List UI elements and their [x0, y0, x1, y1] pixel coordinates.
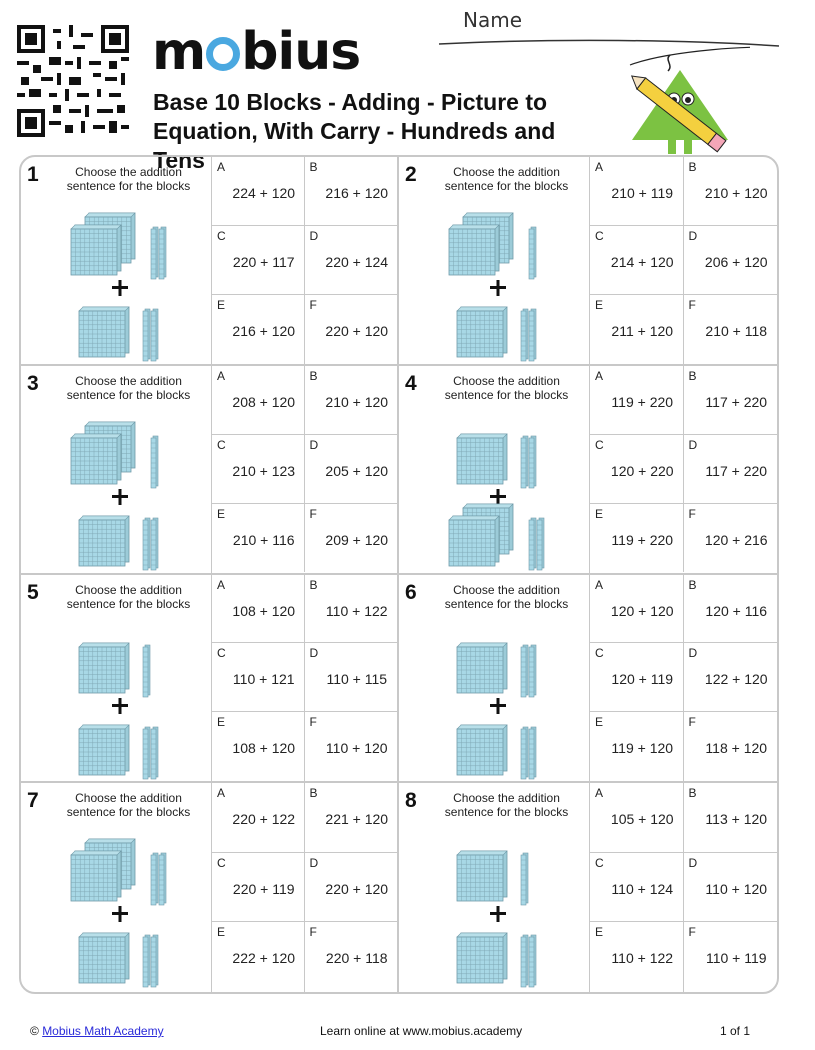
plus-icon	[112, 489, 128, 505]
option-equation: 119 + 120	[611, 740, 674, 757]
option-letter: E	[217, 715, 226, 730]
question-picture-panel	[21, 783, 212, 992]
answer-options	[590, 157, 777, 364]
option-equation: 110 + 120	[325, 740, 388, 757]
page-number: 1 of 1	[720, 1024, 751, 1038]
option-letter: D	[688, 646, 698, 661]
answer-option-a[interactable]	[212, 157, 305, 226]
option-equation: 110 + 124	[611, 880, 674, 897]
option-letter: B	[309, 577, 318, 592]
option-equation: 110 + 115	[326, 671, 388, 688]
option-letter: F	[309, 715, 317, 730]
option-letter: C	[595, 228, 604, 243]
option-letter: A	[217, 160, 226, 174]
plus-icon	[490, 489, 506, 505]
answer-option-f[interactable]	[305, 712, 398, 781]
question-number: 7	[27, 789, 39, 813]
answer-option-a[interactable]	[590, 157, 684, 226]
question-picture-panel	[21, 366, 212, 573]
answer-option-c[interactable]	[212, 853, 305, 923]
answer-option-d[interactable]	[305, 435, 398, 504]
option-equation: 110 + 119	[705, 950, 767, 967]
plus-icon	[112, 280, 128, 296]
option-equation: 120 + 120	[610, 602, 674, 619]
option-equation: 220 + 120	[325, 322, 389, 339]
option-equation: 110 + 121	[232, 671, 295, 688]
option-equation: 222 + 120	[232, 950, 296, 967]
question-2	[399, 157, 777, 366]
option-equation: 210 + 116	[232, 531, 295, 548]
option-letter: E	[595, 506, 604, 521]
option-equation: 119 + 220	[611, 531, 674, 548]
option-equation: 210 + 119	[611, 185, 674, 201]
answer-option-e[interactable]	[590, 504, 684, 573]
answer-option-f[interactable]	[684, 504, 778, 573]
option-equation: 113 + 120	[705, 811, 768, 828]
answer-option-f[interactable]	[305, 295, 398, 364]
option-equation: 220 + 122	[232, 811, 296, 828]
option-equation: 108 + 120	[232, 740, 296, 757]
question-prompt: Choose the addition sentence for the blocks	[444, 165, 569, 193]
answer-option-d[interactable]	[305, 643, 398, 712]
answer-option-b[interactable]	[684, 366, 778, 435]
option-letter: F	[309, 925, 317, 940]
answer-options	[590, 783, 777, 992]
question-prompt: Choose the addition sentence for the blocks	[444, 582, 569, 611]
question-picture-panel	[399, 366, 590, 573]
question-number: 8	[405, 789, 417, 813]
question-4	[399, 366, 777, 575]
answer-option-c[interactable]	[590, 435, 684, 504]
option-equation: 220 + 120	[325, 880, 389, 897]
option-equation: 110 + 122	[325, 602, 388, 619]
option-letter: E	[595, 715, 604, 730]
base-ten-blocks-icon	[399, 416, 589, 576]
answer-option-d[interactable]	[305, 853, 398, 923]
option-letter: D	[309, 228, 319, 243]
answer-option-c[interactable]	[590, 226, 684, 295]
answer-option-a[interactable]	[212, 575, 305, 644]
base-ten-blocks-icon	[21, 207, 211, 367]
option-letter: B	[688, 786, 697, 801]
option-letter: F	[688, 297, 696, 312]
answer-options	[212, 157, 397, 364]
answer-option-c[interactable]	[212, 226, 305, 295]
answer-options	[212, 575, 397, 782]
answer-option-a[interactable]	[590, 783, 684, 853]
option-equation: 216 + 120	[325, 185, 389, 201]
question-7	[21, 783, 399, 992]
option-equation: 221 + 120	[325, 811, 389, 828]
option-letter: D	[688, 855, 698, 870]
answer-option-b[interactable]	[684, 783, 778, 853]
answer-option-a[interactable]	[212, 783, 305, 853]
option-equation: 210 + 120	[325, 393, 389, 410]
option-letter: A	[217, 786, 226, 801]
answer-options	[590, 366, 777, 573]
answer-option-d[interactable]	[684, 853, 778, 923]
option-equation: 120 + 116	[705, 602, 768, 619]
answer-option-f[interactable]	[684, 295, 778, 364]
question-picture-panel	[21, 157, 212, 364]
option-equation: 209 + 120	[325, 531, 389, 548]
triangle-mascot-with-pencil-icon	[610, 45, 750, 160]
question-picture-panel	[21, 575, 212, 782]
option-equation: 118 + 120	[705, 740, 768, 757]
option-letter: E	[217, 297, 226, 312]
option-equation: 224 + 120	[232, 185, 296, 201]
question-picture-panel	[399, 575, 590, 782]
answer-option-d[interactable]	[684, 435, 778, 504]
answer-option-b[interactable]	[684, 575, 778, 644]
question-8	[399, 783, 777, 992]
option-letter: D	[309, 437, 319, 452]
option-letter: F	[309, 506, 317, 521]
option-letter: C	[217, 646, 226, 661]
option-equation: 211 + 120	[611, 322, 674, 339]
option-letter: B	[309, 368, 318, 383]
answer-option-b[interactable]	[305, 783, 398, 853]
option-equation: 220 + 119	[232, 880, 295, 897]
option-equation: 220 + 117	[232, 253, 295, 270]
option-letter: B	[688, 577, 697, 592]
option-equation: 208 + 120	[232, 393, 296, 410]
option-letter: D	[309, 855, 319, 870]
option-letter: C	[595, 855, 604, 870]
base-ten-blocks-icon	[399, 833, 589, 993]
worksheet-title: Base 10 Blocks - Adding - Picture to Equation, With Carry - Hundreds and Tens	[153, 89, 556, 173]
qr-code-icon	[17, 25, 129, 137]
option-letter: C	[217, 228, 226, 243]
answer-option-a[interactable]	[590, 366, 684, 435]
question-picture-panel	[399, 783, 590, 992]
question-prompt: Choose the addition sentence for the blocks	[444, 373, 569, 402]
footer-copyright	[30, 1024, 164, 1038]
answer-option-e[interactable]	[590, 712, 684, 781]
option-letter: E	[217, 925, 226, 940]
base-ten-blocks-icon	[399, 207, 589, 367]
option-letter: B	[688, 160, 697, 174]
question-3	[21, 366, 399, 575]
option-letter: F	[688, 715, 696, 730]
answer-option-a[interactable]	[590, 575, 684, 644]
option-equation: 205 + 120	[325, 462, 389, 479]
answer-option-f[interactable]	[305, 922, 398, 992]
answer-option-b[interactable]	[305, 366, 398, 435]
answer-option-c[interactable]	[212, 643, 305, 712]
option-equation: 120 + 216	[704, 531, 768, 548]
answer-options	[212, 783, 397, 992]
question-prompt: Choose the addition sentence for the blocks	[66, 373, 191, 402]
option-equation: 214 + 120	[610, 253, 674, 270]
option-letter: B	[309, 160, 318, 174]
answer-option-e[interactable]	[212, 295, 305, 364]
option-equation: 216 + 120	[232, 322, 296, 339]
option-letter: A	[217, 368, 226, 383]
answer-option-d[interactable]	[305, 226, 398, 295]
base-ten-blocks-icon	[21, 416, 211, 576]
option-equation: 117 + 220	[705, 462, 768, 479]
answer-option-e[interactable]	[590, 922, 684, 992]
plus-icon	[112, 906, 128, 922]
footer-learn-online: Learn online at www.mobius.academy	[320, 1024, 523, 1038]
answer-option-c[interactable]	[590, 853, 684, 923]
answer-option-d[interactable]	[684, 226, 778, 295]
answer-options	[212, 366, 397, 573]
answer-option-d[interactable]	[684, 643, 778, 712]
plus-icon	[490, 698, 506, 714]
answer-option-b[interactable]	[684, 157, 778, 226]
copyright-symbol: ©	[30, 1024, 39, 1038]
option-letter: C	[595, 437, 604, 452]
question-number: 6	[405, 580, 417, 604]
question-number: 3	[27, 371, 39, 395]
option-equation: 119 + 220	[611, 393, 674, 410]
option-letter: E	[595, 925, 604, 940]
option-equation: 220 + 118	[325, 950, 388, 967]
answer-option-e[interactable]	[212, 922, 305, 992]
option-letter: F	[688, 506, 696, 521]
option-equation: 110 + 120	[705, 880, 768, 897]
base-ten-blocks-icon	[21, 833, 211, 993]
base-ten-blocks-icon	[21, 625, 211, 785]
question-number: 4	[405, 371, 417, 395]
option-letter: D	[309, 646, 319, 661]
answer-option-b[interactable]	[305, 575, 398, 644]
answer-option-c[interactable]	[590, 643, 684, 712]
answer-option-b[interactable]	[305, 157, 398, 226]
option-letter: D	[688, 437, 698, 452]
option-equation: 122 + 120	[704, 671, 768, 688]
option-letter: A	[595, 160, 604, 174]
answer-options	[590, 575, 777, 782]
name-label: Name	[463, 8, 523, 32]
question-prompt: Choose the addition sentence for the blocks	[444, 791, 569, 820]
plus-icon	[490, 906, 506, 922]
mobius-academy-link[interactable]: Mobius Math Academy	[42, 1024, 164, 1038]
plus-icon	[490, 280, 506, 296]
option-equation: 210 + 118	[705, 322, 768, 339]
option-letter: C	[217, 855, 226, 870]
option-letter: A	[595, 368, 604, 383]
option-letter: A	[595, 577, 604, 592]
logo-o-icon	[206, 37, 240, 71]
question-prompt: Choose the addition sentence for the blocks	[66, 165, 191, 193]
question-number: 1	[27, 163, 39, 186]
option-equation: 105 + 120	[610, 811, 674, 828]
option-equation: 117 + 220	[705, 393, 768, 410]
answer-option-e[interactable]	[212, 712, 305, 781]
option-letter: F	[688, 925, 696, 940]
option-letter: D	[688, 228, 698, 243]
plus-icon	[112, 698, 128, 714]
option-equation: 220 + 124	[325, 253, 389, 270]
question-5	[21, 575, 399, 784]
answer-option-e[interactable]	[590, 295, 684, 364]
option-letter: B	[688, 368, 697, 383]
option-letter: E	[595, 297, 604, 312]
option-equation: 210 + 123	[232, 462, 296, 479]
option-equation: 210 + 120	[704, 185, 768, 201]
question-prompt: Choose the addition sentence for the blocks	[66, 791, 191, 820]
option-equation: 120 + 119	[611, 671, 674, 688]
question-picture-panel	[399, 157, 590, 364]
answer-option-a[interactable]	[212, 366, 305, 435]
mobius-logo: m bius	[152, 22, 361, 82]
question-number: 2	[405, 163, 417, 186]
option-letter: A	[595, 786, 604, 801]
questions-grid	[19, 155, 779, 994]
answer-option-e[interactable]	[212, 504, 305, 573]
question-prompt: Choose the addition sentence for the blocks	[66, 582, 191, 611]
option-letter: F	[309, 297, 317, 312]
answer-option-c[interactable]	[212, 435, 305, 504]
option-letter: B	[309, 786, 318, 801]
answer-option-f[interactable]	[305, 504, 398, 573]
option-letter: C	[595, 646, 604, 661]
option-equation: 206 + 120	[704, 253, 768, 270]
option-letter: C	[217, 437, 226, 452]
option-letter: A	[217, 577, 226, 592]
question-1	[21, 157, 399, 366]
option-equation: 110 + 122	[611, 950, 674, 967]
answer-option-f[interactable]	[684, 922, 778, 992]
question-number: 5	[27, 580, 39, 604]
option-equation: 120 + 220	[610, 462, 674, 479]
answer-option-f[interactable]	[684, 712, 778, 781]
base-ten-blocks-icon	[399, 625, 589, 785]
option-letter: E	[217, 506, 226, 521]
option-equation: 108 + 120	[232, 602, 296, 619]
question-6	[399, 575, 777, 784]
